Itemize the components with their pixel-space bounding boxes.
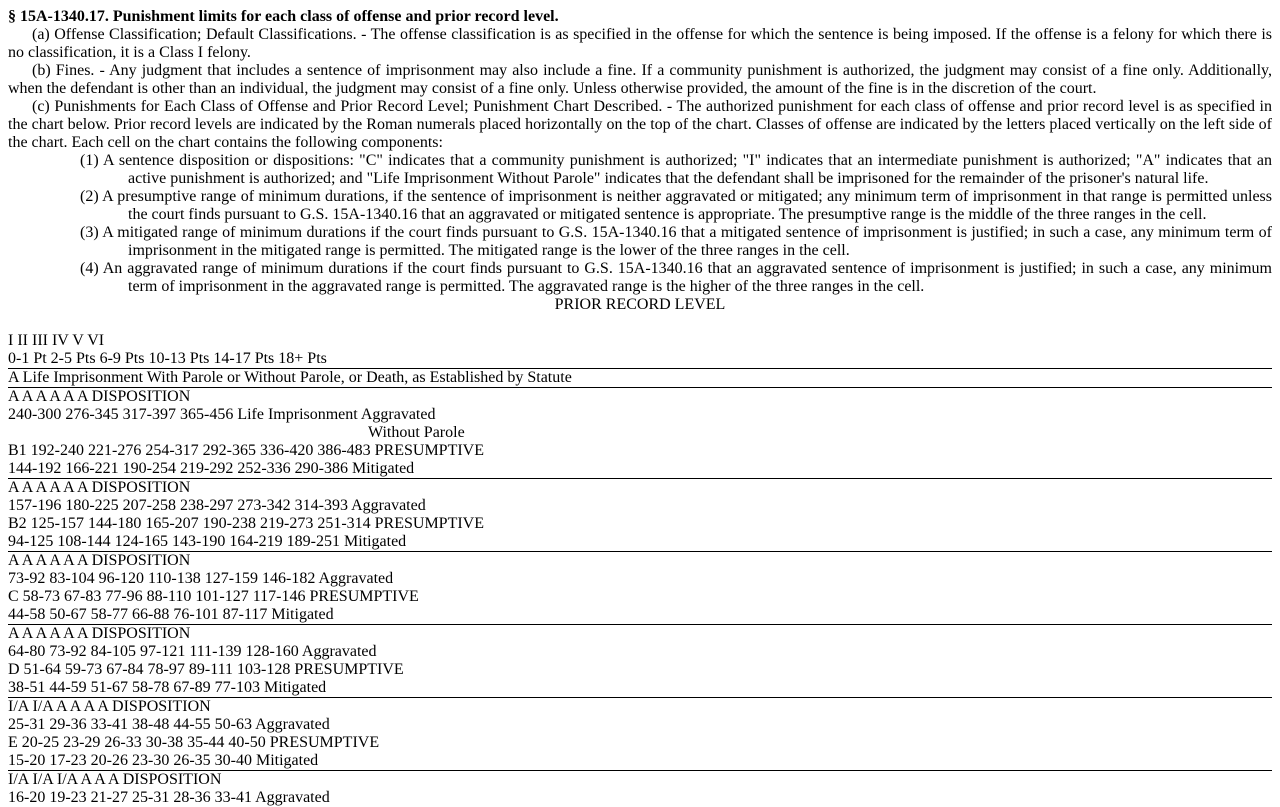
punishment-chart-title: PRIOR RECORD LEVEL: [554, 296, 726, 313]
chart-line: 15-20 17-23 20-26 23-30 26-35 30-40 Mitigated: [8, 752, 1272, 771]
chart-line: 240-300 276-345 317-397 365-456 Life Imprisonment Aggravated: [8, 406, 436, 423]
paragraph-a: (a) Offense Classification; Default Classifications. - The offense classification is as specified in the offense for which the sentence is being imposed. If the offense is a felony for which there is no classification, it is a Class I felony.: [8, 26, 1272, 61]
component-item-2: (2) A presumptive range of minimum durations, if the sentence of imprisonment is neither aggravated or mitigated; any minimum term of imprisonment in that range is permitted unless the court finds pursuant to G.S. 15A-1340.16 that an aggravated or mitigated sentence is appropriate. The presumptive range is the middle of the three ranges in the cell.: [80, 188, 1272, 223]
chart-line: A A A A A A DISPOSITION: [8, 625, 191, 642]
chart-line: Without Parole: [368, 424, 465, 441]
paragraph-b: (b) Fines. - Any judgment that includes a sentence of imprisonment may also include a fine. If a community punishment is authorized, the judgment may consist of a fine only. Additionally, when the defendant is other than an individual, the judgment may consist of a fine only. Unless otherwise provided, the amount of the fine is in the discretion of the court.: [8, 62, 1272, 97]
chart-line: A Life Imprisonment With Parole or Without Parole, or Death, as Established by Statute: [8, 369, 1272, 388]
component-item-4: (4) An aggravated range of minimum durations if the court finds pursuant to G.S. 15A-1340.16 that an aggravated sentence of imprisonment is justified; in such a case, any minimum term of imprisonment in the aggravated range is permitted. The aggravated range is the higher of the three ranges in the cell.: [80, 260, 1272, 295]
statute-document: [8, 8, 1272, 807]
component-item-3: (3) A mitigated range of minimum durations if the court finds pursuant to G.S. 15A-1340.16 that a mitigated sentence of imprisonment is justified; in such a case, any minimum term of imprisonment in the mitigated range is permitted. The mitigated range is the lower of the three ranges in the cell.: [80, 224, 1272, 259]
chart-line: 16-20 19-23 21-27 25-31 28-36 33-41 Aggravated: [8, 789, 330, 806]
paragraph-c: (c) Punishments for Each Class of Offense and Prior Record Level; Punishment Chart Described. - The authorized punishment for each class of offense and prior record level is as specified in the chart below. Prior record levels are indicated by the Roman numerals placed horizontally on the top of the chart. Classes of offense are indicated by the letters placed vertically on the left side of the chart. Each cell on the chart contains the following components:: [8, 98, 1272, 151]
chart-line: C 58-73 67-83 77-96 88-110 101-127 117-146 PRESUMPTIVE: [8, 588, 419, 605]
chart-line: I II III IV V VI: [8, 332, 105, 349]
chart-line: B1 192-240 221-276 254-317 292-365 336-420 386-483 PRESUMPTIVE: [8, 442, 484, 459]
chart-line: 25-31 29-36 33-41 38-48 44-55 50-63 Aggravated: [8, 716, 330, 733]
chart-line: 73-92 83-104 96-120 110-138 127-159 146-182 Aggravated: [8, 570, 394, 587]
chart-line: A A A A A A DISPOSITION: [8, 388, 191, 405]
chart-line: 38-51 44-59 51-67 58-78 67-89 77-103 Mitigated: [8, 679, 1272, 698]
chart-line: E 20-25 23-29 26-33 30-38 35-44 40-50 PRESUMPTIVE: [8, 734, 380, 751]
chart-line: D 51-64 59-73 67-84 78-97 89-111 103-128 PRESUMPTIVE: [8, 661, 404, 678]
component-item-1: (1) A sentence disposition or dispositions: "C" indicates that a community punishment is authorized; "I" indicates that an intermediate punishment is authorized; "A" indicates that an active punishment is authorized; and "Life Imprisonment Without Parole" indicates that the defendant shall be imprisoned for the remainder of the prisoner's natural life.: [80, 152, 1272, 187]
chart-line: A A A A A A DISPOSITION: [8, 552, 191, 569]
chart-spacer: [8, 314, 1272, 332]
punishment-chart: [8, 332, 1272, 807]
chart-line: 157-196 180-225 207-258 238-297 273-342 314-393 Aggravated: [8, 497, 426, 514]
chart-line: I/A I/A A A A A DISPOSITION: [8, 698, 211, 715]
chart-line: 44-58 50-67 58-77 66-88 76-101 87-117 Mitigated: [8, 606, 1272, 625]
chart-line: 0-1 Pt 2-5 Pts 6-9 Pts 10-13 Pts 14-17 Pts 18+ Pts: [8, 350, 1272, 369]
chart-line: 144-192 166-221 190-254 219-292 252-336 290-386 Mitigated: [8, 460, 1272, 479]
section-heading: § 15A-1340.17. Punishment limits for each class of offense and prior record level.: [8, 8, 559, 25]
chart-line: 64-80 73-92 84-105 97-121 111-139 128-160 Aggravated: [8, 643, 377, 660]
chart-line: A A A A A A DISPOSITION: [8, 479, 191, 496]
chart-line: 94-125 108-144 124-165 143-190 164-219 189-251 Mitigated: [8, 533, 1272, 552]
chart-line: B2 125-157 144-180 165-207 190-238 219-273 251-314 PRESUMPTIVE: [8, 515, 484, 532]
chart-line: I/A I/A I/A A A A DISPOSITION: [8, 771, 222, 788]
